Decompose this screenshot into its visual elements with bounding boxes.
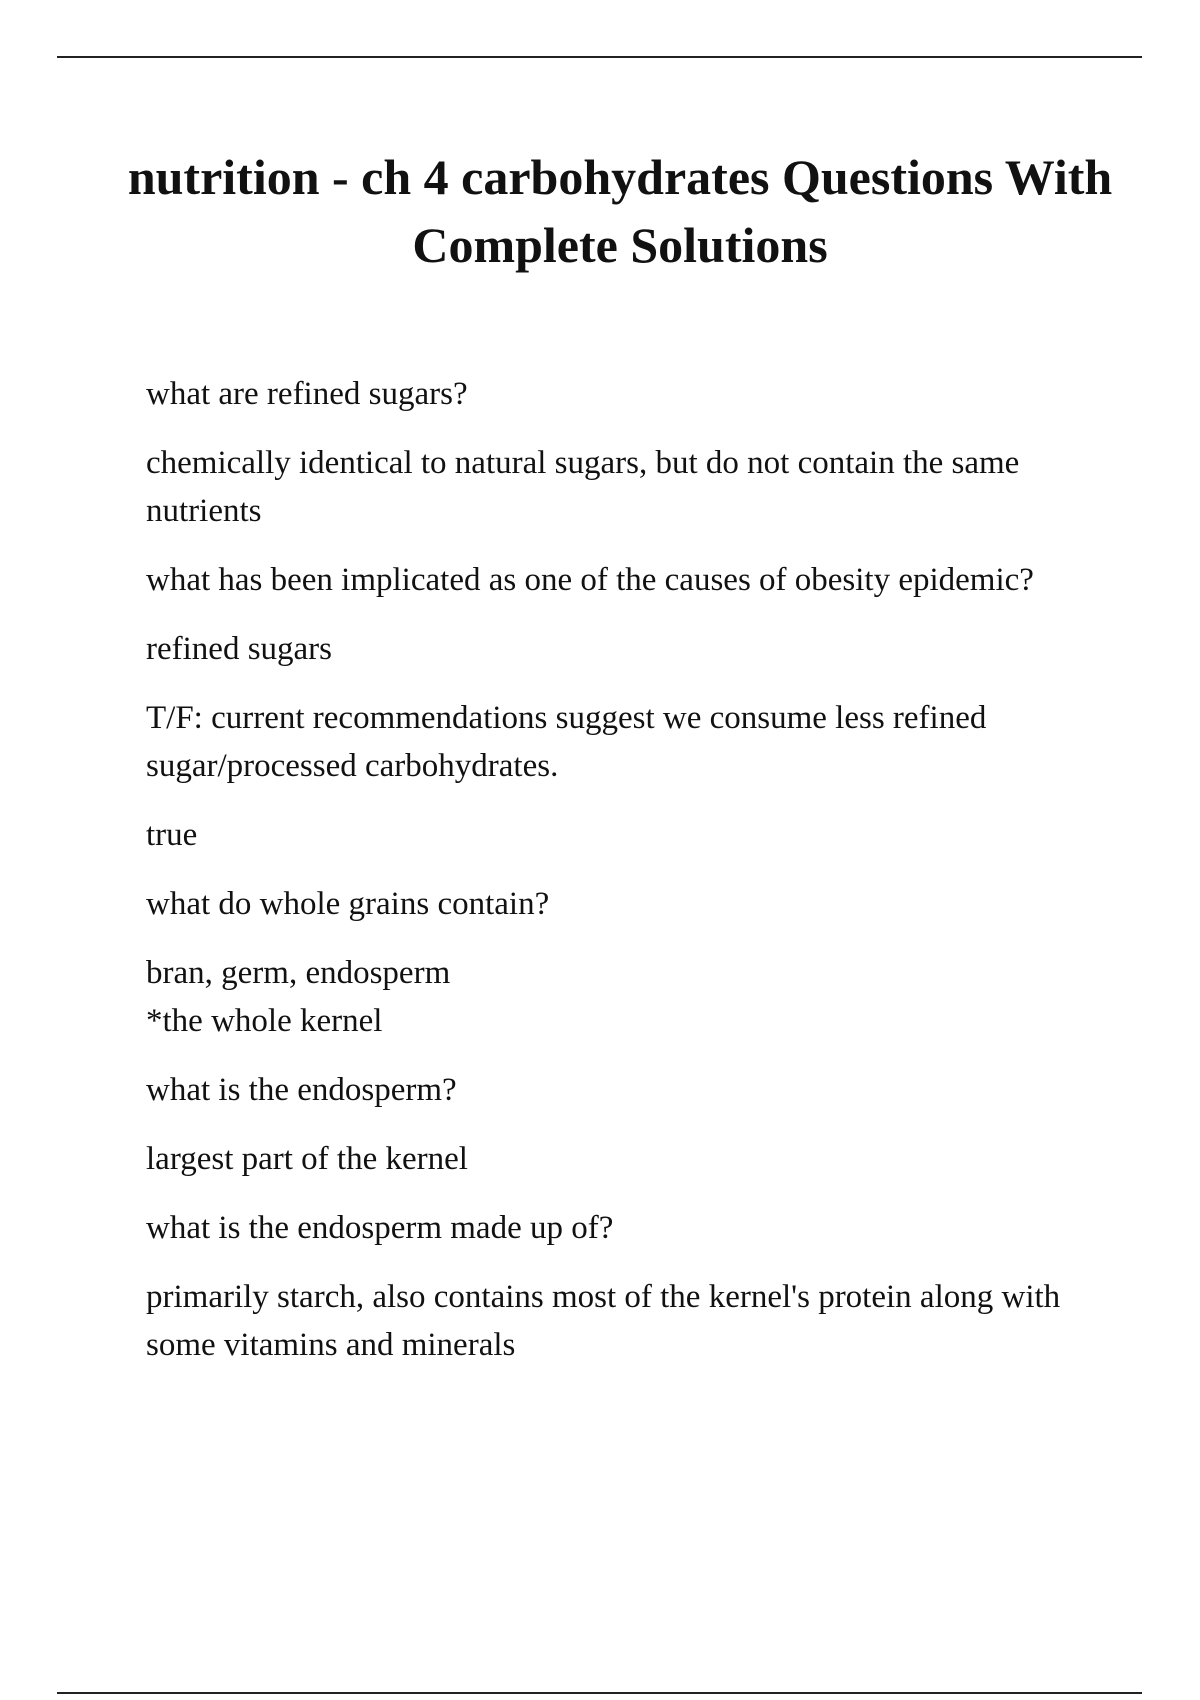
answer-endosperm-makeup: primarily starch, also contains most of the kernel's protein along with some vitamins and minerals (146, 1279, 1061, 1363)
answer-refined-sugars: chemically identical to natural sugars, but do not contain the same nutrients (146, 445, 1020, 529)
question-whole-grains: what do whole grains contain? (146, 886, 550, 922)
question-refined-sugars: what are refined sugars? (146, 376, 468, 412)
answer-obesity-cause: refined sugars (146, 631, 333, 667)
answer-whole-grains: bran, germ, endosperm *the whole kernel (146, 955, 451, 1039)
top-divider (57, 56, 1142, 58)
question-endosperm-makeup: what is the endosperm made up of? (146, 1210, 614, 1246)
answer-endosperm: largest part of the kernel (146, 1141, 468, 1177)
question-endosperm: what is the endosperm? (146, 1072, 457, 1108)
document-title: nutrition - ch 4 carbohydrates Questions With Complete Solutions (127, 149, 1113, 273)
answer-recommendations: true (146, 817, 198, 853)
qa-list (146, 370, 1106, 1390)
question-obesity-cause: what has been implicated as one of the causes of obesity epidemic? (146, 562, 1034, 598)
bottom-divider (57, 1692, 1142, 1694)
question-recommendations: T/F: current recommendations suggest we consume less refined sugar/processed carbohydrates. (146, 700, 987, 784)
